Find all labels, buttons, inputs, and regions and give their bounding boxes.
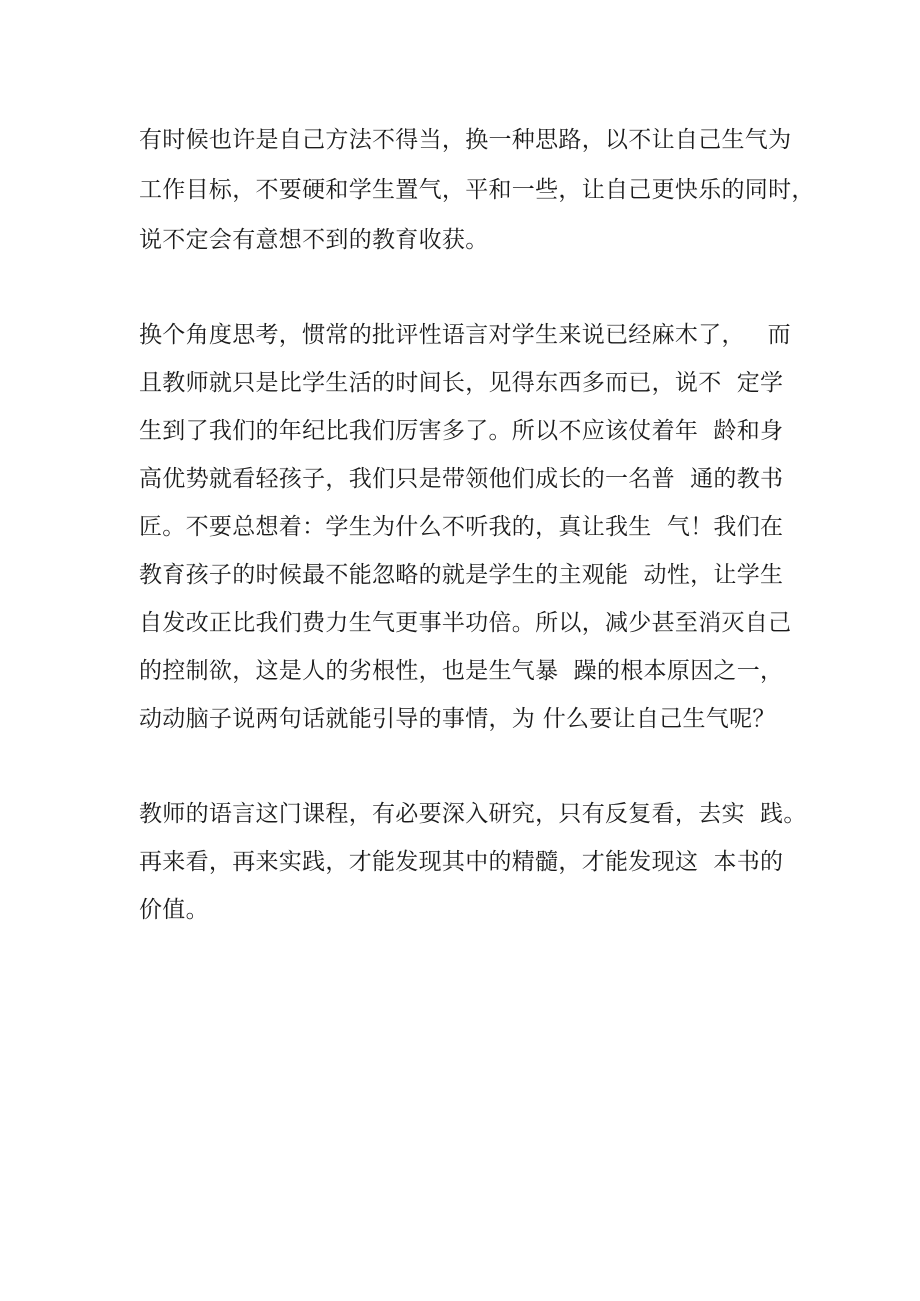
paragraph-line: 有时候也许是自己方法不得当，换一种思路，以不让自己生气为: [139, 127, 792, 153]
paragraph-line: 换个角度思考，惯常的批评性语言对学生来说已经麻木了， 而: [139, 322, 791, 348]
paragraph-line: 的控制欲，这是人的劣根性，也是生气暴 躁的根本原因之一，: [139, 658, 784, 684]
paragraph-line: 动动脑子说两句话就能引导的事情，为 什么要让自己生气呢？: [139, 706, 776, 732]
paragraph-line: 价值。: [139, 897, 209, 923]
paragraph-line: 高优势就看轻孩子，我们只是带领他们成长的一名普 通的教书: [139, 466, 784, 492]
paragraph-line: 且教师就只是比学生活的时间长，见得东西多而已，说不 定学: [139, 370, 784, 396]
paragraph-line: 再来看，再来实践，才能发现其中的精髓，才能发现这 本书的: [139, 849, 784, 875]
paragraph-line: 生到了我们的年纪比我们厉害多了。所以不应该仗着年 龄和身: [139, 418, 784, 444]
paragraph-line: 说不定会有意想不到的教育收获。: [139, 227, 489, 253]
paragraph-line: 教育孩子的时候最不能忽略的就是学生的主观能 动性，让学生: [139, 562, 784, 588]
paragraph-line: 自发改正比我们费力生气更事半功倍。所以，减少甚至消灭自己: [139, 610, 792, 636]
paragraph-line: 工作目标，不要硬和学生置气，平和一些，让自己更快乐的同时，: [139, 177, 815, 203]
paragraph-line: 教师的语言这门课程，有必要深入研究，只有反复看，去实 践。: [139, 801, 807, 827]
paragraph-line: 匠。不要总想着：学生为什么不听我的，真让我生 气！我们在: [139, 514, 784, 540]
